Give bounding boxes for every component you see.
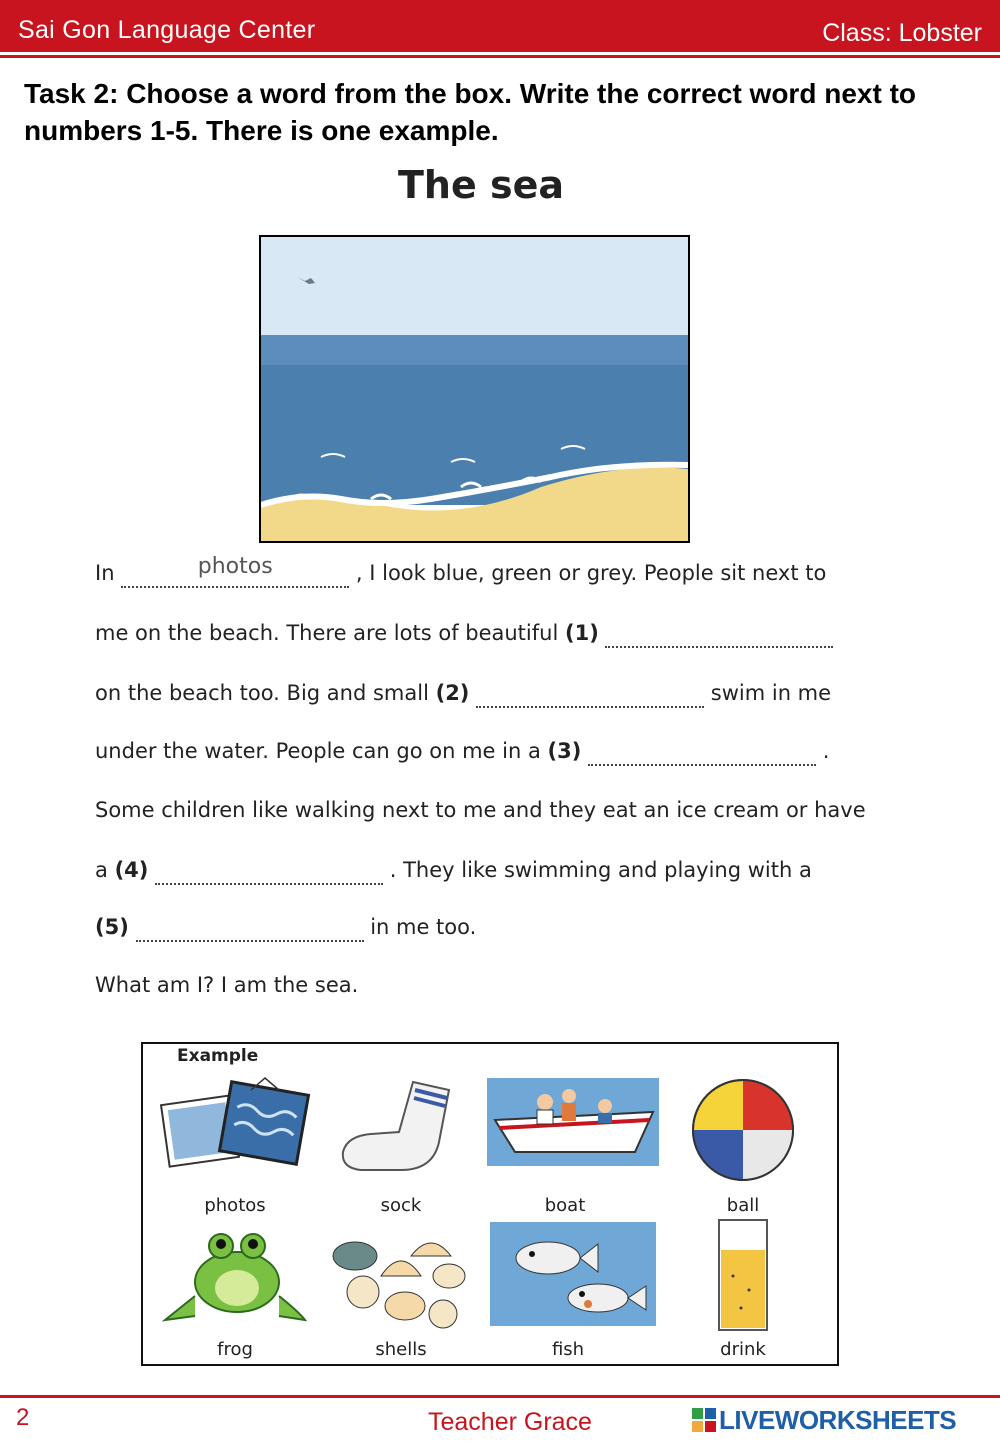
answer-blank-2[interactable] [476, 682, 704, 708]
word-label: ball [726, 1195, 760, 1216]
answer-blank-3[interactable] [588, 740, 816, 766]
story-text: swim in me [710, 681, 832, 705]
example-label: Example [177, 1046, 259, 1066]
question-number: (2) [435, 681, 470, 705]
ball-icon [663, 1072, 823, 1192]
word-label: fish [551, 1339, 585, 1360]
story-line-1 [95, 618, 915, 648]
boat-icon [485, 1072, 660, 1192]
answer-blank-5[interactable] [136, 916, 364, 942]
word-label: shells [375, 1339, 427, 1360]
story-text: on the beach too. Big and small [95, 681, 429, 705]
story-text: What am I? I am the sea. [95, 973, 359, 997]
shells-icon [321, 1216, 481, 1336]
center-name: Sai Gon Language Center [18, 16, 316, 44]
story-line-3 [95, 736, 915, 766]
header-bar [0, 0, 1000, 52]
word-boat [485, 1072, 645, 1222]
word-ball [663, 1072, 823, 1222]
word-drink [663, 1216, 823, 1366]
answer-blank-4[interactable] [155, 859, 383, 885]
drink-icon [663, 1216, 823, 1336]
photos-icon [155, 1072, 315, 1192]
word-sock [321, 1072, 481, 1222]
story-line-4 [95, 795, 915, 825]
question-number: (4) [114, 858, 149, 882]
story-text: me on the beach. There are lots of beautiful [95, 621, 559, 645]
answer-blank-1[interactable] [605, 622, 833, 648]
answer-blank-example[interactable] [121, 554, 349, 588]
word-frog [155, 1216, 315, 1366]
example-answer: photos [197, 554, 273, 579]
footer-divider [0, 1395, 1000, 1398]
story-line-5 [95, 855, 915, 885]
word-shells [321, 1216, 481, 1366]
word-label: boat [544, 1195, 586, 1216]
word-label: sock [380, 1195, 422, 1216]
sock-icon [321, 1072, 481, 1192]
class-label: Class: Lobster [822, 19, 982, 47]
story-line-6 [95, 912, 915, 942]
liveworksheets-logo-icon [692, 1408, 716, 1432]
story-text: , I look blue, green or grey. People sit next to [355, 561, 827, 585]
frog-icon [155, 1216, 315, 1336]
fish-icon [488, 1216, 658, 1336]
question-number: (1) [564, 621, 599, 645]
story-line-7 [95, 970, 915, 1000]
story-text: . They like swimming and playing with a [389, 858, 812, 882]
word-box [141, 1042, 839, 1366]
word-label: photos [204, 1195, 266, 1216]
word-photos [155, 1072, 315, 1222]
worksheet-title: The sea [398, 163, 565, 207]
teacher-name: Teacher Grace [428, 1408, 592, 1436]
word-label: drink [720, 1339, 766, 1360]
story-text: a [95, 858, 108, 882]
question-number: (3) [547, 739, 582, 763]
header-divider [0, 55, 1000, 58]
story-line-0 [95, 554, 915, 588]
story-text: In [95, 561, 115, 585]
brand-name: LIVEWORKSHEETS [719, 1405, 957, 1435]
story-text: . [822, 739, 830, 763]
task-instruction: Task 2: Choose a word from the box. Write the correct word next to numbers 1-5. There is one example. [24, 78, 916, 146]
page-number: 2 [16, 1404, 30, 1431]
story-text: under the water. People can go on me in a [95, 739, 541, 763]
story-text: Some children like walking next to me and they eat an ice cream or have [95, 798, 866, 822]
sea-picture [259, 235, 690, 543]
question-number: (5) [95, 915, 129, 939]
word-fish [488, 1216, 648, 1366]
story-text: in me too. [370, 915, 477, 939]
word-label: frog [217, 1339, 253, 1360]
story-line-2 [95, 678, 915, 708]
